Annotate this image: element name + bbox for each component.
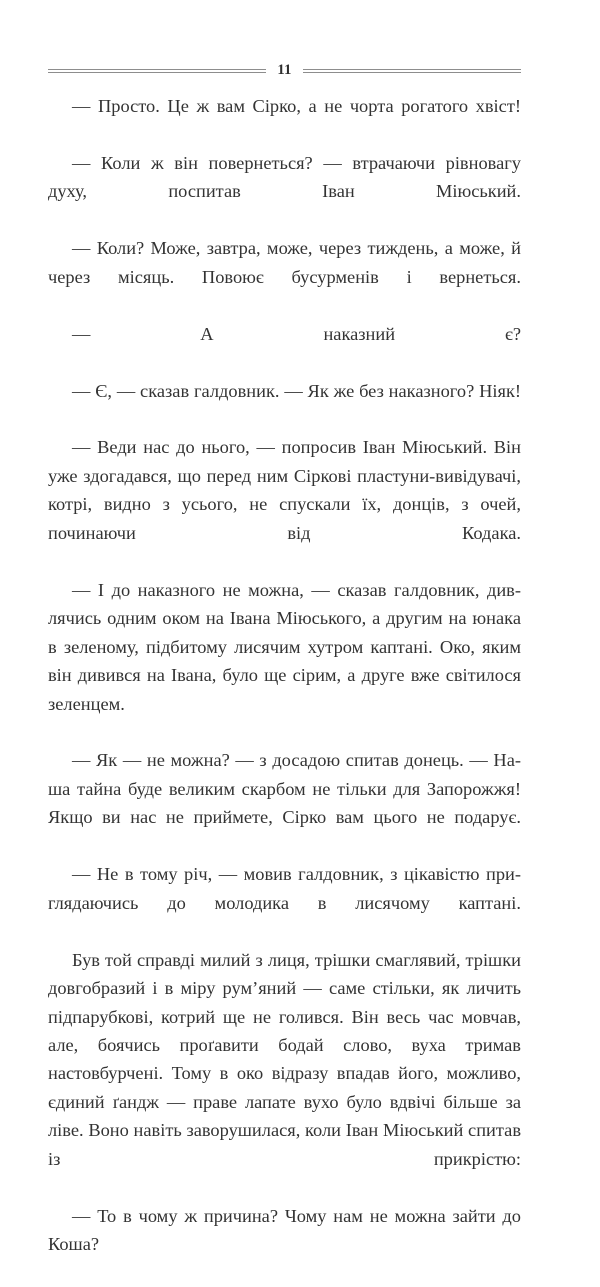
paragraph: — Є, — сказав галдовник. — Як же без наказного? Ніяк! (72, 380, 521, 401)
paragraph: — Просто. Це ж вам Сірко, а не чорта рогатого хвіст! (72, 96, 521, 116)
paragraph: Був той справді милий з лиця, трішки смаглявий, трішки довгобразий і в міру рум’яний — саме стільки, як личить підпарубкові, котрий ще не голився. Він весь час мовчав, але, боячись проґавити бодай слово, вуха тримав настовбурчені. Тому в око відразу впадав його, можливо, єдиний ґандж — праве лапате вухо було вдвічі більше за ліве. Воно навіть заворушилася, коли Іван Міюський спитав із прикрістю: (48, 949, 521, 1169)
paragraph: — І до наказного не можна, — сказав галдовник, дивлячись одним оком на Івана Міюського, а другим на юнака в зеленому, підбитому лисячим хутром каптані. Око, яким він дивився на Івана, було ще сірим, а друге вже світилося зеленцем. (48, 579, 521, 714)
paragraph: — А наказний є? (72, 323, 521, 344)
running-head (48, 58, 521, 84)
paragraph: — Коли ж він повернеться? — втрачаючи рівновагу духу, поспитав Іван Міюський. (48, 152, 521, 202)
paragraph: — Веди нас до нього, — попросив Іван Міюський. Він уже здогадався, що перед ним Сіркові пластуни-вивідувачі, котрі, видно з усього, не спускали їх, донців, з очей, починаючи від Кодака. (48, 437, 521, 543)
page-number: 11 (277, 61, 292, 78)
paragraph: — Не в тому річ, — мовив галдовник, з цікавістю приглядаючись до молодика в лисячому каптані. (48, 864, 521, 913)
paragraph: — Коли? Може, завтра, може, через тиждень, а може, й через місяць. Повоює бусурменів і вернеться. (48, 238, 521, 287)
header-rule-right (303, 69, 521, 74)
body-text-block (48, 92, 521, 1287)
paragraph: — Як — не можна? — з досадою спитав донець. — Наша тайна буде великим скарбом не тільки для Запорожжя! Якщо ви нас не приймете, Сірко вам цього не подарує. (48, 750, 521, 828)
header-rule-left (48, 69, 266, 74)
paragraph: — То в чому ж причина? Чому нам не можна зайти до Коша? (48, 1205, 521, 1255)
